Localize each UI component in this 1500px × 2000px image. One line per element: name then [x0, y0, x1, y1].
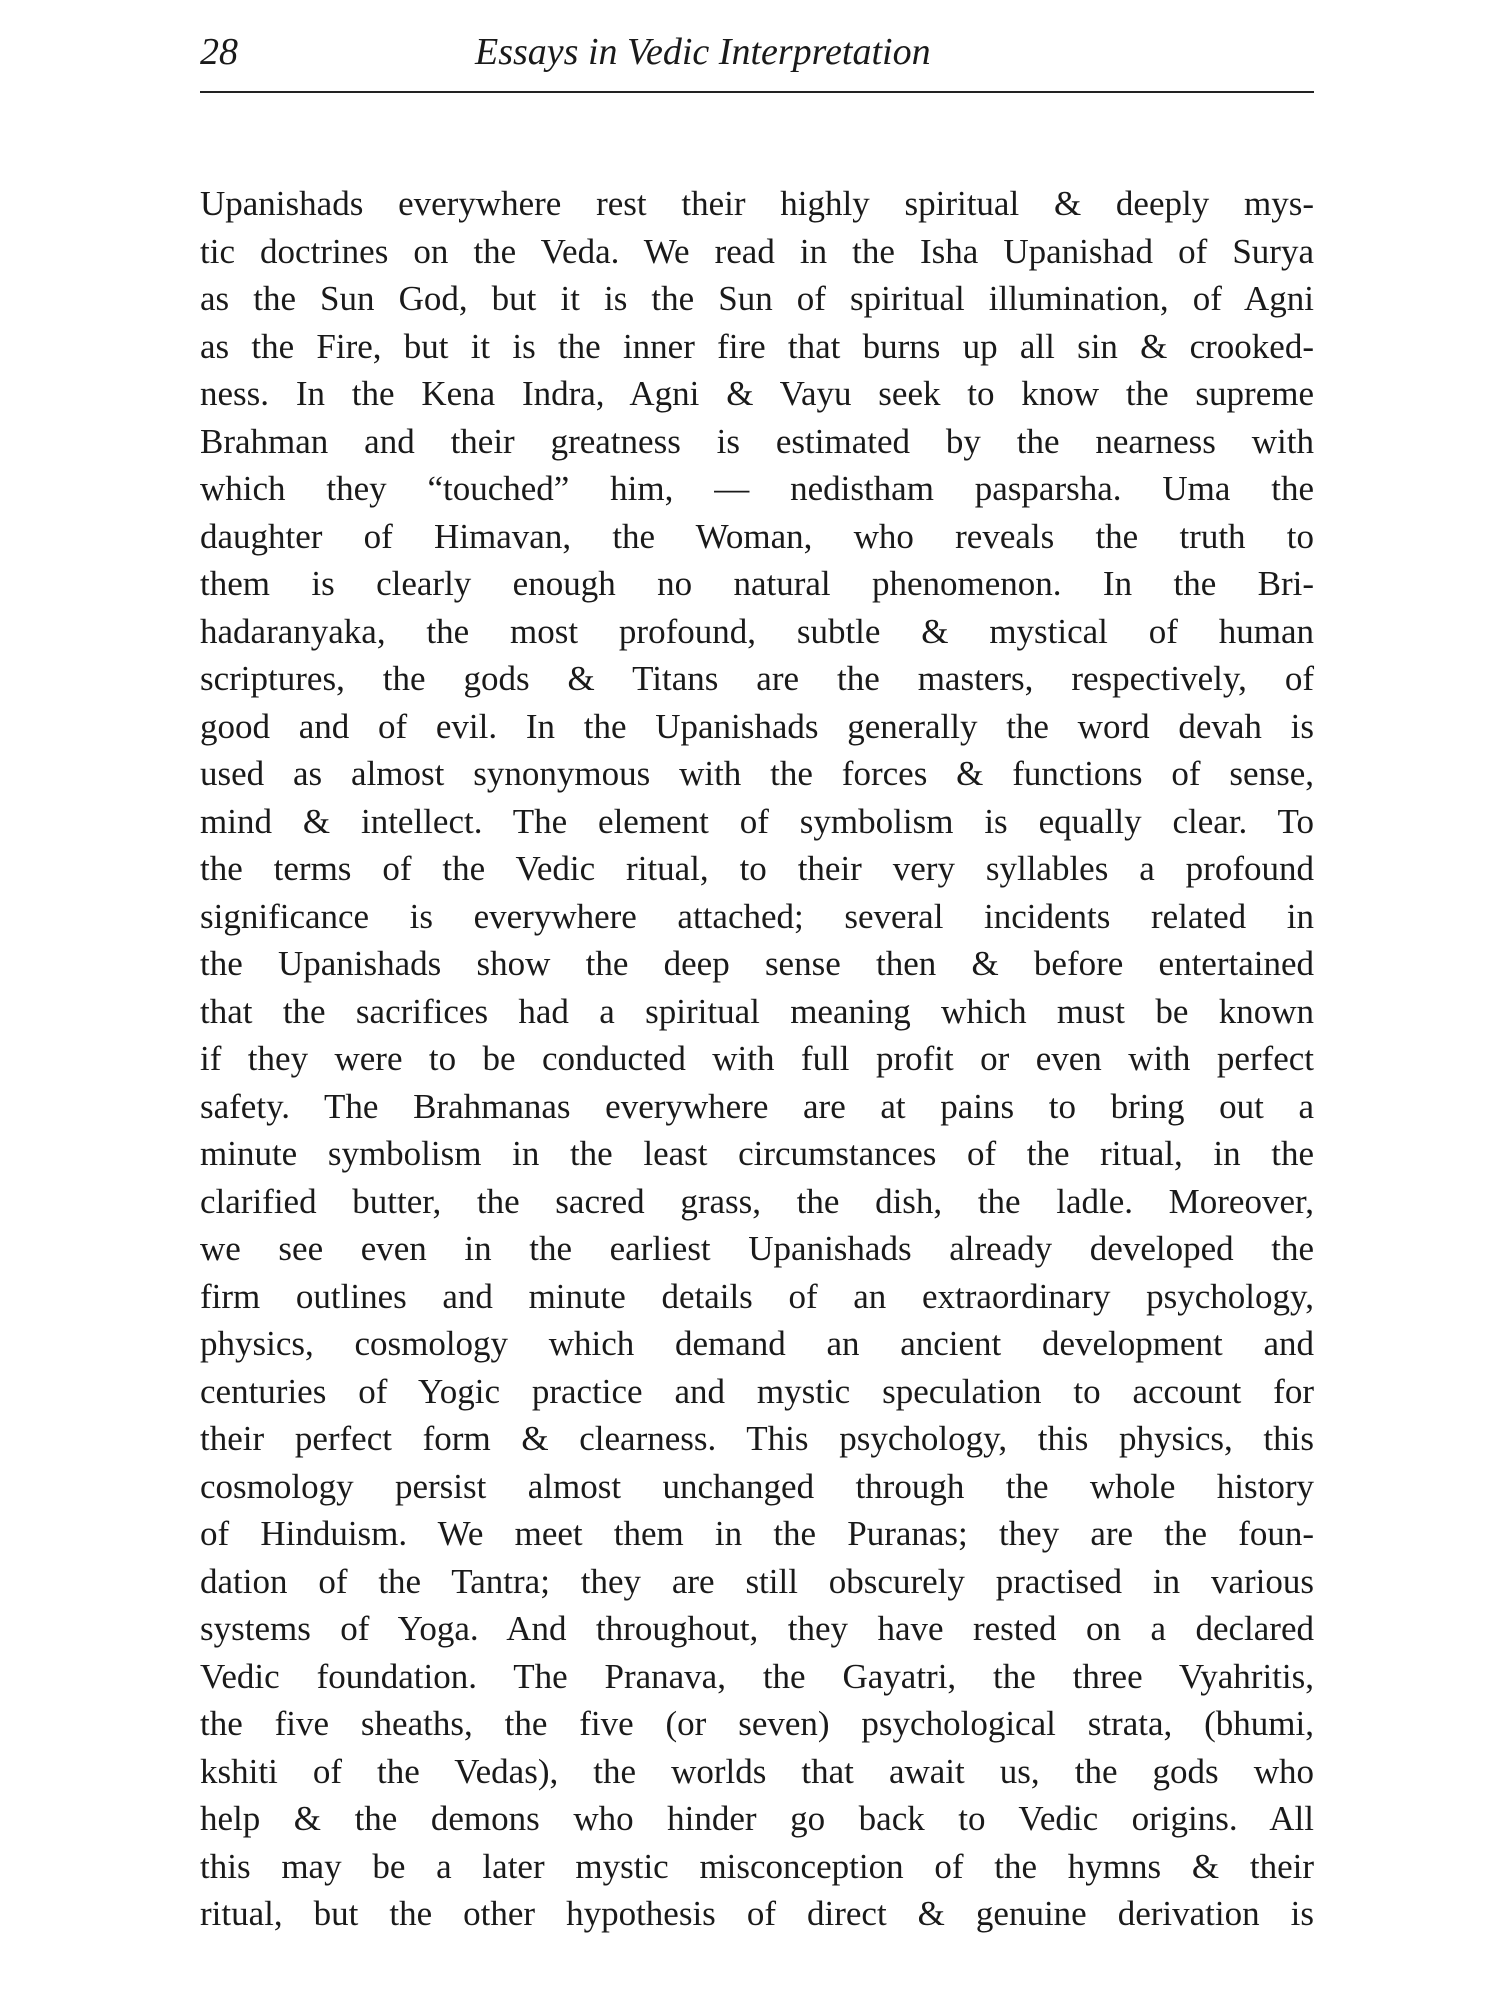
text-line: if they were to be conducted with full profit or even with perfect — [200, 1039, 1314, 1078]
text-line: as the Sun God, but it is the Sun of spiritual illumination, of Agni — [200, 279, 1314, 318]
header-rule — [200, 91, 1314, 93]
running-title: Essays in Vedic Interpretation — [475, 31, 931, 73]
text-line: scriptures, the gods & Titans are the masters, respectively, of — [200, 659, 1314, 698]
text-line: we see even in the earliest Upanishads already developed the — [200, 1229, 1314, 1268]
text-line: that the sacrifices had a spiritual meaning which must be known — [200, 991, 1314, 1031]
page-number: 28 — [200, 31, 238, 73]
text-line: clarified butter, the sacred grass, the dish, the ladle. Moreover, — [200, 1181, 1314, 1221]
text-line: the terms of the Vedic ritual, to their very syllables a profound — [200, 849, 1314, 888]
text-line: daughter of Himavan, the Woman, who reveals the truth to — [200, 516, 1314, 556]
text-line: cosmology persist almost unchanged through the whole history — [200, 1466, 1314, 1506]
text-line: ritual, but the other hypothesis of direct & genuine derivation is — [200, 1894, 1314, 1933]
text-line: physics, cosmology which demand an ancient development and — [200, 1324, 1314, 1363]
body-text — [200, 180, 1314, 1938]
text-line: kshiti of the Vedas), the worlds that await us, the gods who — [200, 1751, 1314, 1791]
text-line: used as almost synonymous with the forces & functions of sense, — [200, 754, 1314, 793]
text-line: of Hinduism. We meet them in the Puranas; they are the foun- — [200, 1514, 1314, 1553]
text-line: this may be a later mystic misconception of the hymns & their — [200, 1846, 1314, 1886]
text-line: significance is everywhere attached; several incidents related in — [200, 896, 1314, 936]
text-line: ness. In the Kena Indra, Agni & Vayu seek to know the supreme — [200, 374, 1314, 413]
text-line: hadaranyaka, the most profound, subtle & mystical of human — [200, 611, 1314, 651]
text-line: the five sheaths, the five (or seven) psychological strata, (bhumi, — [200, 1704, 1314, 1743]
text-line: Vedic foundation. The Pranava, the Gayatri, the three Vyahritis, — [200, 1656, 1314, 1696]
text-line: firm outlines and minute details of an extraordinary psychology, — [200, 1276, 1314, 1316]
text-line: as the Fire, but it is the inner fire that burns up all sin & crooked- — [200, 326, 1314, 366]
text-line: centuries of Yogic practice and mystic speculation to account for — [200, 1371, 1314, 1411]
text-line: tic doctrines on the Veda. We read in the Isha Upanishad of Surya — [200, 231, 1314, 271]
text-line: systems of Yoga. And throughout, they have rested on a declared — [200, 1609, 1314, 1648]
text-line: minute symbolism in the least circumstances of the ritual, in the — [200, 1134, 1314, 1173]
text-line: their perfect form & clearness. This psychology, this physics, this — [200, 1419, 1314, 1458]
text-line: which they “touched” him, — nedistham pasparsha. Uma the — [200, 469, 1314, 508]
text-line: them is clearly enough no natural phenomenon. In the Bri- — [200, 564, 1314, 603]
text-line: dation of the Tantra; they are still obscurely practised in various — [200, 1561, 1314, 1601]
text-line: help & the demons who hinder go back to Vedic origins. All — [200, 1799, 1314, 1838]
text-line: the Upanishads show the deep sense then & before entertained — [200, 944, 1314, 983]
text-line: Brahman and their greatness is estimated by the nearness with — [200, 421, 1314, 461]
text-line: mind & intellect. The element of symbolism is equally clear. To — [200, 801, 1314, 841]
text-line: safety. The Brahmanas everywhere are at pains to bring out a — [200, 1086, 1314, 1126]
text-line: Upanishads everywhere rest their highly spiritual & deeply mys- — [200, 184, 1314, 223]
text-line: good and of evil. In the Upanishads generally the word devah is — [200, 706, 1314, 746]
